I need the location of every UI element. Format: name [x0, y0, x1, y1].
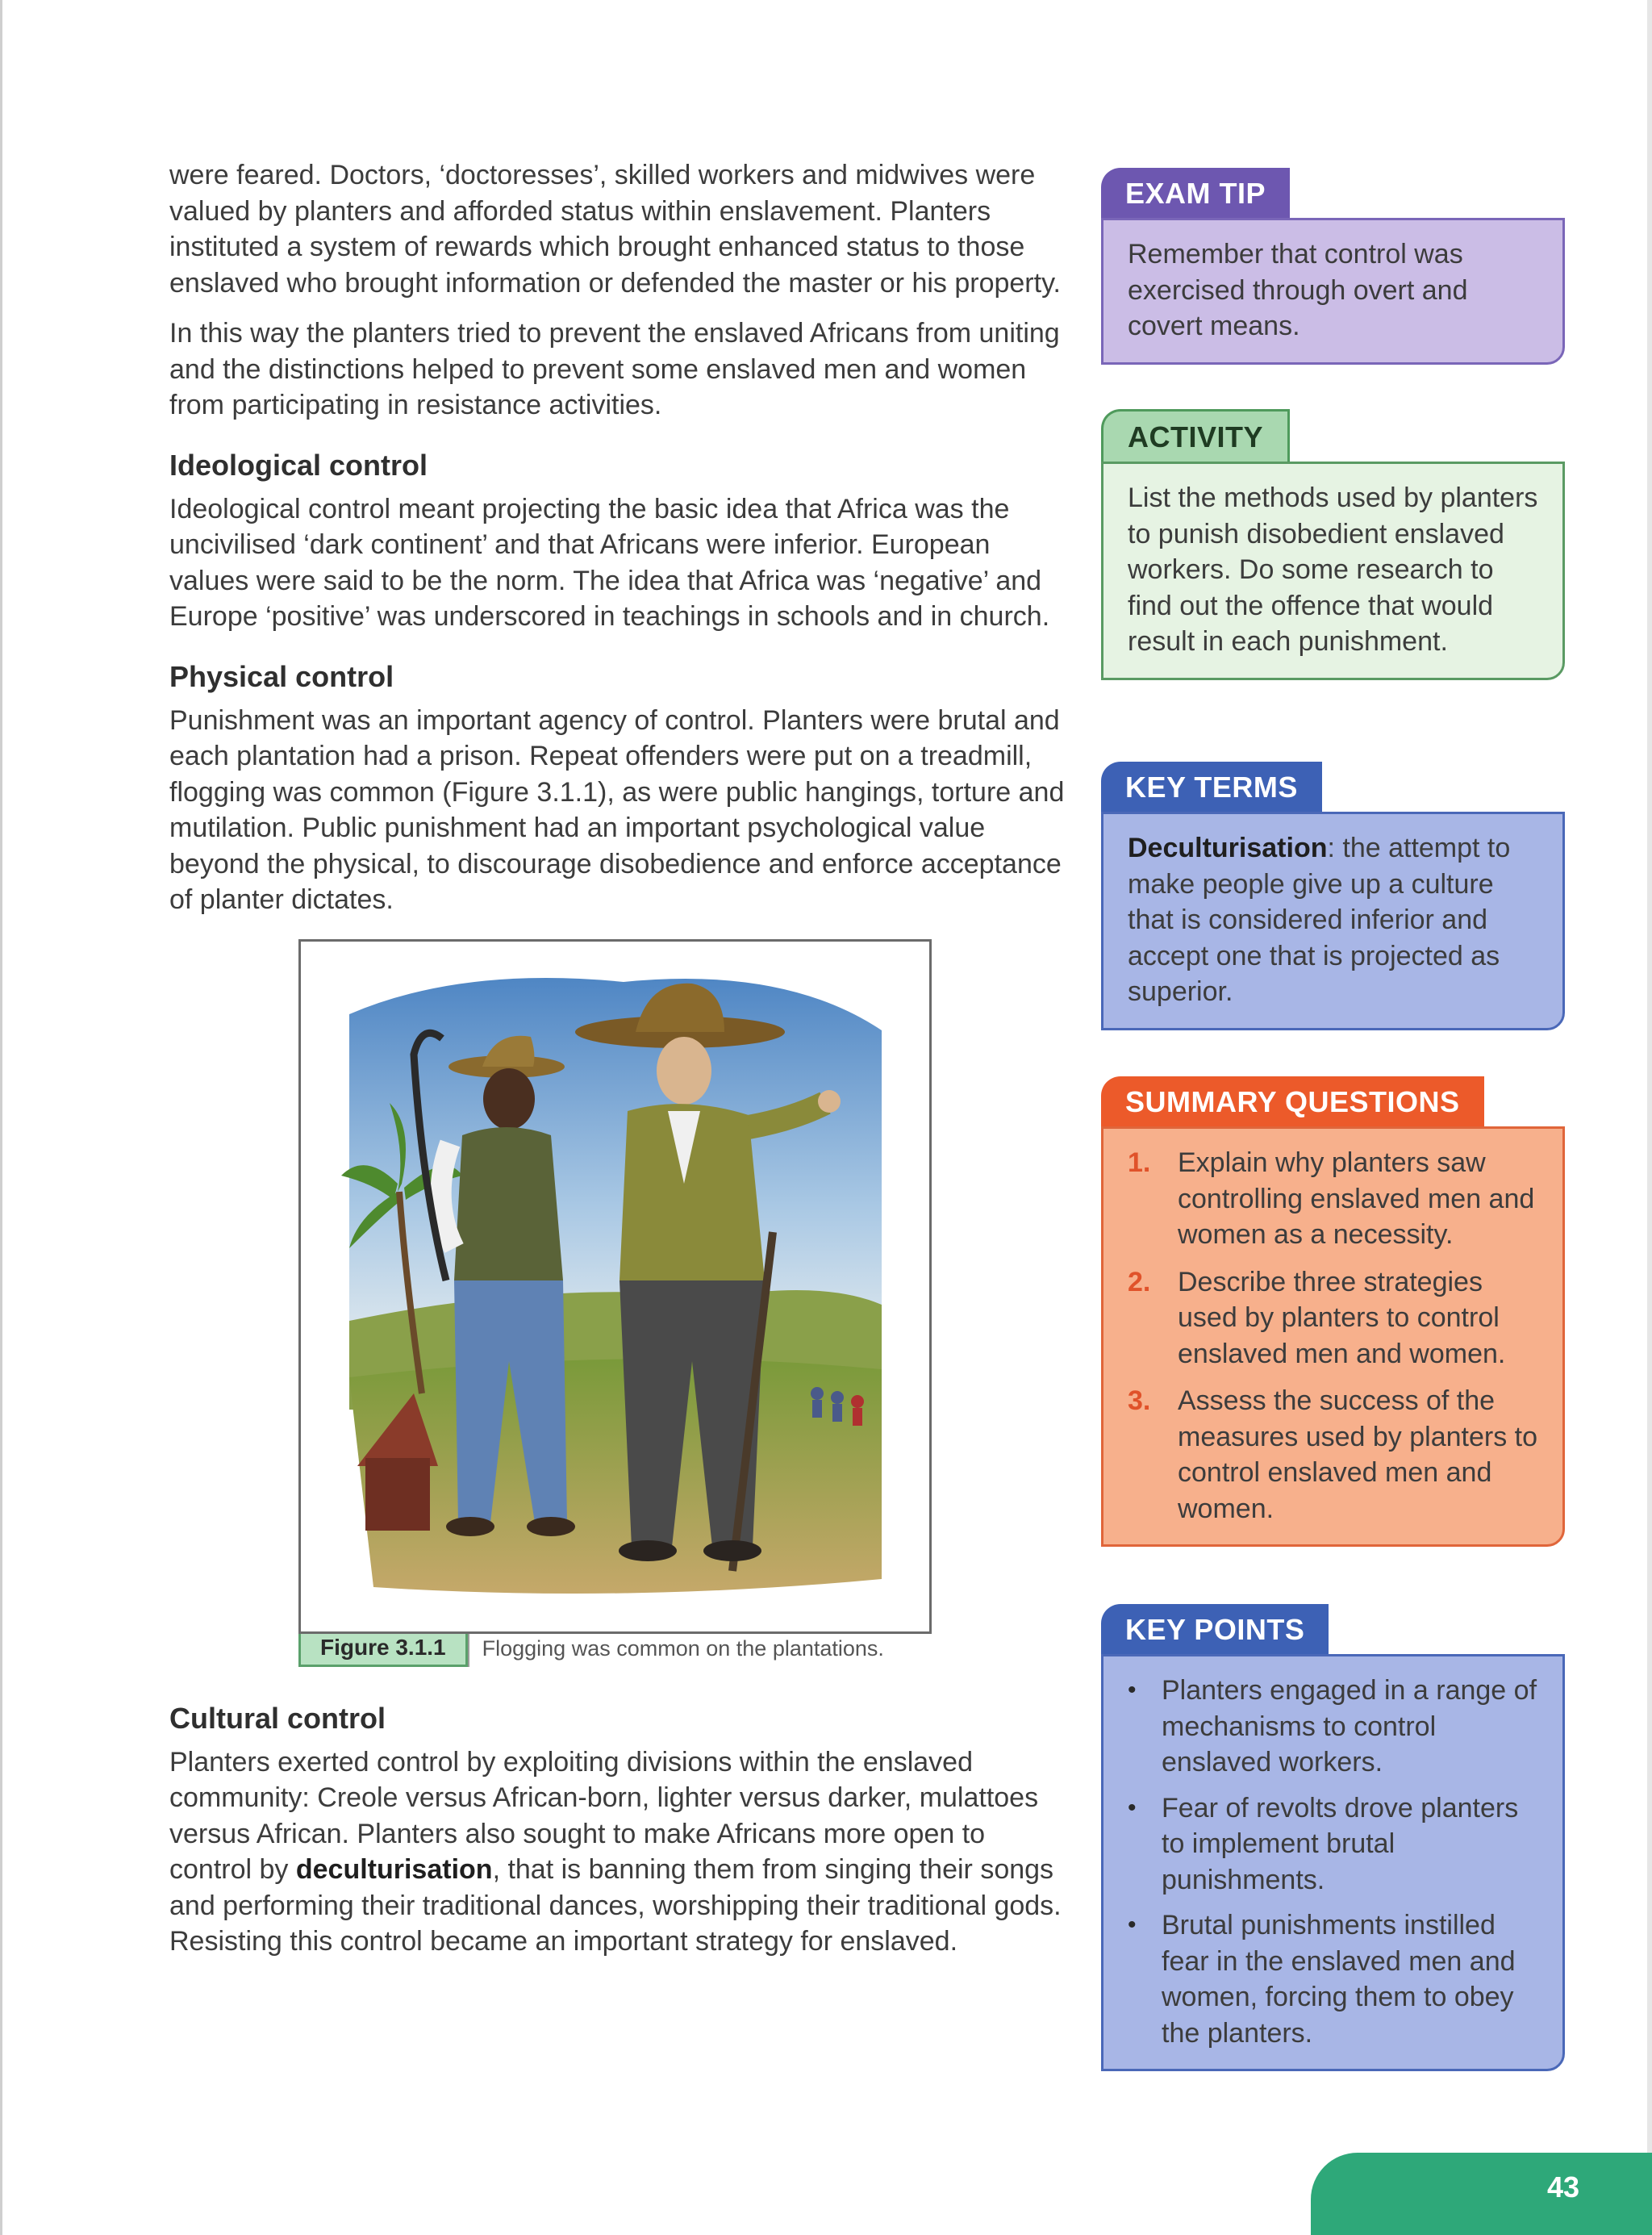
key-point-text: Planters engaged in a range of mechanisms to control enslaved workers.	[1162, 1675, 1537, 1778]
key-points-box	[1101, 1604, 1565, 2071]
ideological-control-heading: Ideological control	[169, 448, 428, 482]
physical-control-text: Punishment was an important agency of control. Planters were brutal and each plantation had a prison. Repeat offenders were put on a treadmill, flogging was common (Figure 3.1.1), as were public hangings, torture and mutilation. Public punishment had an important psychological value beyond the physical, to discourage disobedience and enforce acceptance of planter dictates.	[169, 704, 1065, 915]
main-column	[169, 157, 1065, 1974]
activity-text: List the methods used by planters to punish disobedient enslaved workers. Do some research to find out the offence that would result in each punishment.	[1101, 462, 1565, 680]
summary-questions-body	[1101, 1126, 1565, 1547]
key-terms-title: KEY TERMS	[1101, 762, 1322, 812]
summary-questions-list	[1128, 1145, 1538, 1527]
deculturisation-term: deculturisation	[295, 1854, 493, 1885]
figure-label: Figure 3.1.1	[298, 1631, 468, 1667]
bullet-icon: •	[1128, 1911, 1137, 1938]
exam-tip-box	[1101, 168, 1565, 365]
figure-caption-text: Flogging was common on the plantations.	[468, 1631, 884, 1667]
question-number: 3.	[1128, 1385, 1151, 1416]
figure-illustration	[298, 939, 932, 1634]
activity-box	[1101, 409, 1565, 680]
cultural-text-part-1: Planters exerted control by exploiting divisions within the enslaved community: Creole versus African-born, lighter versus darker, mulattoes versus African. Planters also sought to make Africans more open to control by	[169, 1746, 1039, 1885]
key-terms-text	[1101, 812, 1565, 1030]
key-point	[1128, 1673, 1538, 1781]
summary-questions-title: SUMMARY QUESTIONS	[1101, 1076, 1484, 1126]
summary-question	[1128, 1383, 1538, 1527]
exam-tip-text: Remember that control was exercised through overt and covert means.	[1101, 218, 1565, 365]
question-text: Describe three strategies used by planters to control enslaved men and women.	[1178, 1266, 1506, 1369]
question-number: 2.	[1128, 1266, 1151, 1297]
key-point-text: Fear of revolts drove planters to implement brutal punishments.	[1162, 1792, 1519, 1895]
page-number-tab	[1311, 2153, 1652, 2235]
question-text: Assess the success of the measures used by planters to control enslaved men and women.	[1178, 1385, 1538, 1524]
question-number: 1.	[1128, 1147, 1151, 1178]
key-points-body	[1101, 1654, 1565, 2071]
summary-questions-box	[1101, 1076, 1565, 1547]
key-term-word: Deculturisation	[1128, 833, 1328, 863]
page-number: 43	[1546, 2170, 1579, 2204]
ideological-control-text: Ideological control meant projecting the basic idea that Africa was the uncivilised ‘dark continent’ and that Africans were inferior. European values were said to be the norm. The idea that Africa was ‘negative’ and Europe ‘positive’ was underscored in teachings in schools and in church.	[169, 493, 1050, 632]
cultural-control-text	[169, 1744, 1065, 1960]
key-term-definition: : the attempt to make people give up a culture that is considered inferior and accept one that is projected as superior.	[1128, 833, 1511, 1007]
bullet-icon: •	[1128, 1677, 1137, 1703]
key-terms-box	[1101, 762, 1565, 1030]
physical-control-heading: Physical control	[169, 659, 394, 693]
figure-3-1-1	[298, 939, 932, 1667]
key-points-title: KEY POINTS	[1101, 1604, 1329, 1654]
summary-question	[1128, 1145, 1538, 1253]
figure-caption	[298, 1631, 932, 1667]
plantation-illustration	[301, 942, 929, 1631]
cultural-control-heading: Cultural control	[169, 1701, 386, 1735]
question-text: Explain why planters saw controlling enslaved men and women as a necessity.	[1178, 1147, 1535, 1250]
key-points-list	[1128, 1673, 1538, 2051]
intro-paragraph-2: In this way the planters tried to prevent the enslaved Africans from uniting and the distinctions helped to prevent some enslaved men and women from participating in resistance activities.	[169, 318, 1060, 420]
key-point-text: Brutal punishments instilled fear in the enslaved men and women, forcing them to obey the planters.	[1162, 1910, 1516, 2049]
key-point	[1128, 1907, 1538, 2051]
intro-paragraph-1: were feared. Doctors, ‘doctoresses’, skilled workers and midwives were valued by planters and afforded status within enslavement. Planters instituted a system of rewards which brought enhanced status to those enslaved who brought information or defended the master or his property.	[169, 160, 1061, 299]
page-right-edge	[1647, 0, 1652, 2235]
cultural-text-part-2: , that is banning them from singing their songs and performing their traditional dances, worshipping their traditional gods. Resisting this control became an important strategy for enslaved.	[169, 1854, 1062, 1957]
page-left-edge	[0, 0, 2, 2235]
bullet-icon: •	[1128, 1794, 1137, 1821]
activity-title: ACTIVITY	[1101, 409, 1290, 462]
exam-tip-title: EXAM TIP	[1101, 168, 1290, 218]
key-point	[1128, 1790, 1538, 1899]
summary-question	[1128, 1264, 1538, 1372]
